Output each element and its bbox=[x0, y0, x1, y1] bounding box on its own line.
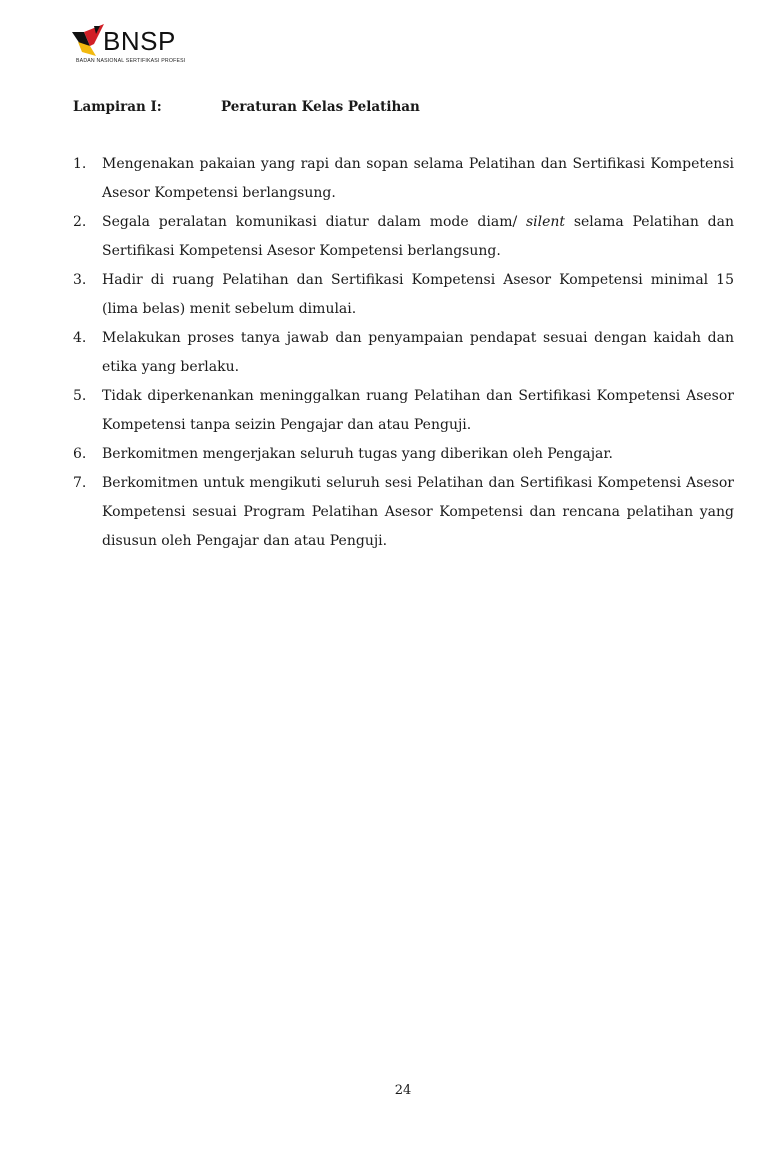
list-item-text: Berkomitmen untuk mengikuti seluruh sesi Pelatihan dan Sertifikasi Kompetensi Asesor Kompetensi sesuai Program Pelatihan Asesor Kompetensi dan rencana pelatihan yang disusun oleh Pengajar dan atau Penguji. bbox=[102, 475, 734, 549]
bnsp-logo bbox=[70, 22, 200, 70]
bnsp-emblem-icon bbox=[70, 22, 106, 58]
logo-tagline: BADAN NASIONAL SERTIFIKASI PROFESI bbox=[76, 58, 186, 64]
list-item-text: Melakukan proses tanya jawab dan penyampaian pendapat sesuai dengan kaidah dan etika yang berlaku. bbox=[102, 330, 734, 375]
list-item-text: Tidak diperkenankan meninggalkan ruang Pelatihan dan Sertifikasi Kompetensi Asesor Kompetensi tanpa seizin Pengajar dan atau Penguji. bbox=[102, 388, 734, 433]
list-item bbox=[73, 382, 734, 440]
list-item-text: Hadir di ruang Pelatihan dan Sertifikasi Kompetensi Asesor Kompetensi minimal 15 (lima belas) menit sebelum dimulai. bbox=[102, 272, 734, 317]
list-item-text: Mengenakan pakaian yang rapi dan sopan selama Pelatihan dan Sertifikasi Kompetensi Asesor Kompetensi berlangsung. bbox=[102, 156, 734, 201]
appendix-label: Lampiran I: bbox=[73, 99, 162, 115]
list-item-text bbox=[102, 214, 734, 259]
list-number: 7. bbox=[73, 475, 87, 491]
list-item bbox=[73, 469, 734, 556]
logo-wordmark: BNSP bbox=[103, 26, 176, 56]
list-item bbox=[73, 440, 734, 469]
list-item-text-part: selama Pelatihan dan Sertifikasi Kompetensi Asesor Kompetensi berlangsung. bbox=[102, 214, 734, 259]
list-number: 2. bbox=[73, 214, 87, 230]
appendix-title: Peraturan Kelas Pelatihan bbox=[221, 99, 420, 115]
list-item-text: Berkomitmen mengerjakan seluruh tugas yang diberikan oleh Pengajar. bbox=[102, 446, 613, 462]
list-item-italic-term: silent bbox=[525, 214, 566, 230]
section-heading bbox=[73, 97, 420, 117]
list-item bbox=[73, 150, 734, 208]
list-number: 3. bbox=[73, 272, 87, 288]
rules-list bbox=[73, 150, 734, 556]
list-item bbox=[73, 208, 734, 266]
list-item-text-part: Segala peralatan komunikasi diatur dalam mode diam/ bbox=[102, 214, 526, 230]
list-item bbox=[73, 324, 734, 382]
list-number: 1. bbox=[73, 156, 87, 172]
list-number: 5. bbox=[73, 388, 87, 404]
list-item bbox=[73, 266, 734, 324]
page-number: 24 bbox=[394, 1083, 412, 1098]
list-number: 4. bbox=[73, 330, 87, 346]
list-number: 6. bbox=[73, 446, 87, 462]
